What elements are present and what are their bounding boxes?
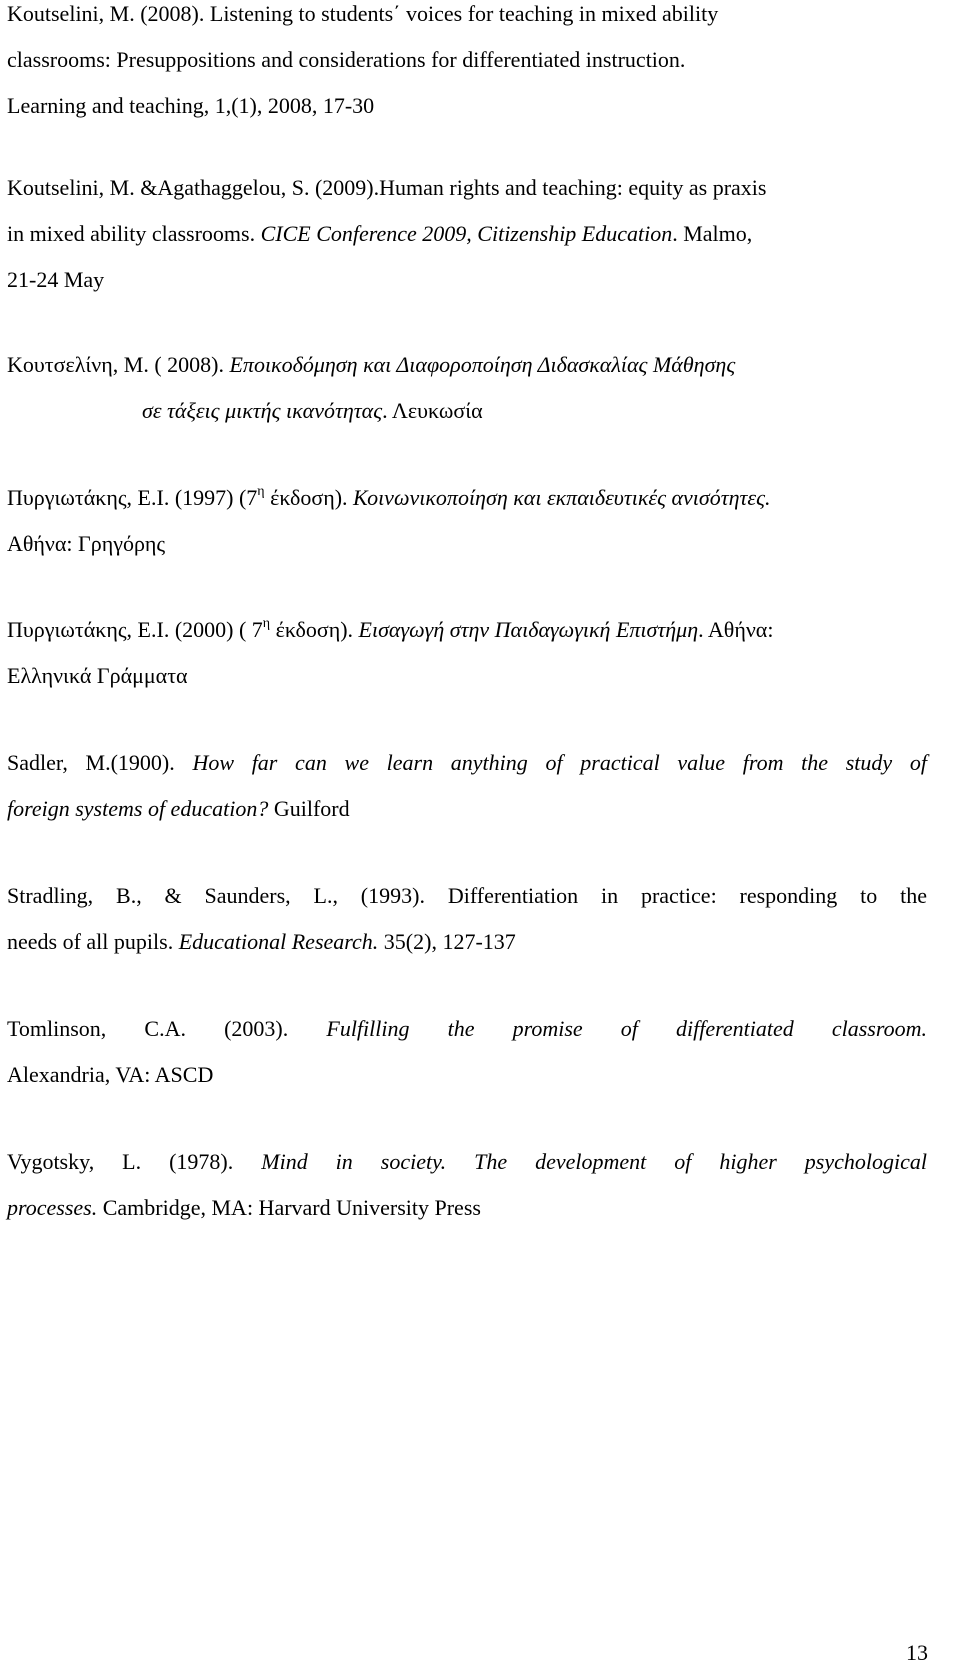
reference-text: Tomlinson, C.A. (2003).: [7, 1016, 327, 1041]
reference-text: . Malmo,: [672, 221, 753, 246]
reference-text: needs of all pupils.: [7, 929, 179, 954]
reference-text: έκδοση).: [270, 617, 359, 642]
reference-entry: [7, 1006, 927, 1098]
reference-line: [7, 37, 927, 83]
italic-title-text: Fulfilling the promise of differentiated classroom.: [326, 1016, 927, 1041]
reference-entry: [7, 740, 927, 832]
italic-title-text: foreign systems of education?: [7, 796, 269, 821]
reference-text: Guilford: [268, 796, 350, 821]
italic-title-text: Εποικοδόμηση και Διαφοροποίηση Διδασκαλίας Μάθησης: [229, 352, 736, 377]
reference-line: [7, 873, 927, 919]
reference-line: [7, 165, 927, 211]
reference-entry: [7, 165, 927, 303]
reference-entry: [7, 607, 927, 699]
reference-entry: [7, 342, 927, 434]
italic-title-text: Mind in society. The development of higher psychological: [261, 1149, 927, 1174]
reference-text: έκδοση).: [264, 485, 354, 510]
superscript-text: η: [262, 615, 271, 631]
reference-entry: [7, 475, 927, 567]
reference-line: [7, 919, 927, 965]
reference-text: Koutselini, M. (2008). Listening to students΄ voices for teaching in mixed ability: [7, 1, 719, 26]
reference-text: Cambridge, MA: Harvard University Press: [97, 1195, 481, 1220]
reference-text: in mixed ability classrooms.: [7, 221, 261, 246]
reference-text: Stradling, B., & Saunders, L., (1993). Differentiation in practice: responding to the: [7, 883, 927, 908]
reference-line: [7, 475, 927, 521]
reference-line: [7, 388, 927, 434]
reference-text: Αθήνα: Γρηγόρης: [7, 531, 166, 556]
italic-title-text: σε τάξεις μικτής ικανότητας: [142, 398, 383, 423]
italic-title-text: Educational Research.: [178, 929, 379, 954]
reference-line: [7, 0, 927, 37]
reference-text: . Λευκωσία: [382, 398, 483, 423]
reference-entry: [7, 0, 927, 129]
reference-text: classrooms: Presuppositions and considerations for differentiated instruction.: [7, 47, 686, 72]
reference-text: Πυργιωτάκης, Ε.Ι. (2000) ( 7: [7, 617, 263, 642]
reference-text: Πυργιωτάκης, Ε.Ι. (1997) (7: [7, 485, 258, 510]
reference-text: Ελληνικά Γράμματα: [7, 663, 188, 688]
italic-title-text: CICE Conference 2009, Citizenship Education: [260, 221, 673, 246]
italic-title-text: processes.: [7, 1195, 98, 1220]
reference-line: [7, 257, 927, 303]
reference-text: . Αθήνα:: [698, 617, 774, 642]
reference-line: [7, 1185, 927, 1231]
reference-text: Alexandria, VA: ASCD: [7, 1062, 214, 1087]
reference-line: [7, 740, 927, 786]
reference-entry: [7, 1139, 927, 1231]
reference-line: [7, 342, 927, 388]
reference-text: Κουτσελίνη, Μ. ( 2008).: [7, 352, 230, 377]
reference-line: [7, 83, 927, 129]
reference-line: [7, 786, 927, 832]
reference-text: 35(2), 127-137: [378, 929, 516, 954]
reference-text: Koutselini, M. &Agathaggelou, S. (2009).Human rights and teaching: equity as praxis: [7, 175, 767, 200]
superscript-text: η: [257, 483, 265, 499]
reference-line: [7, 521, 927, 567]
page-number: 13: [906, 1640, 928, 1665]
reference-line: [7, 1139, 927, 1185]
italic-title-text: How far can we learn anything of practical value from the study of: [192, 750, 927, 775]
reference-text: Vygotsky, L. (1978).: [7, 1149, 262, 1174]
reference-line: [7, 1006, 927, 1052]
reference-text: Learning and teaching, 1,(1), 2008, 17-30: [7, 93, 375, 118]
reference-line: [7, 211, 927, 257]
reference-line: [7, 653, 927, 699]
reference-text: Sadler, M.(1900).: [7, 750, 193, 775]
italic-title-text: Εισαγωγή στην Παιδαγωγική Επιστήμη: [358, 617, 699, 642]
reference-line: [7, 1052, 927, 1098]
reference-line: [7, 607, 927, 653]
italic-title-text: Κοινωνικοποίηση και εκπαιδευτικές ανισότητες.: [353, 485, 771, 510]
reference-entry: [7, 873, 927, 965]
reference-text: 21-24 May: [7, 267, 105, 292]
